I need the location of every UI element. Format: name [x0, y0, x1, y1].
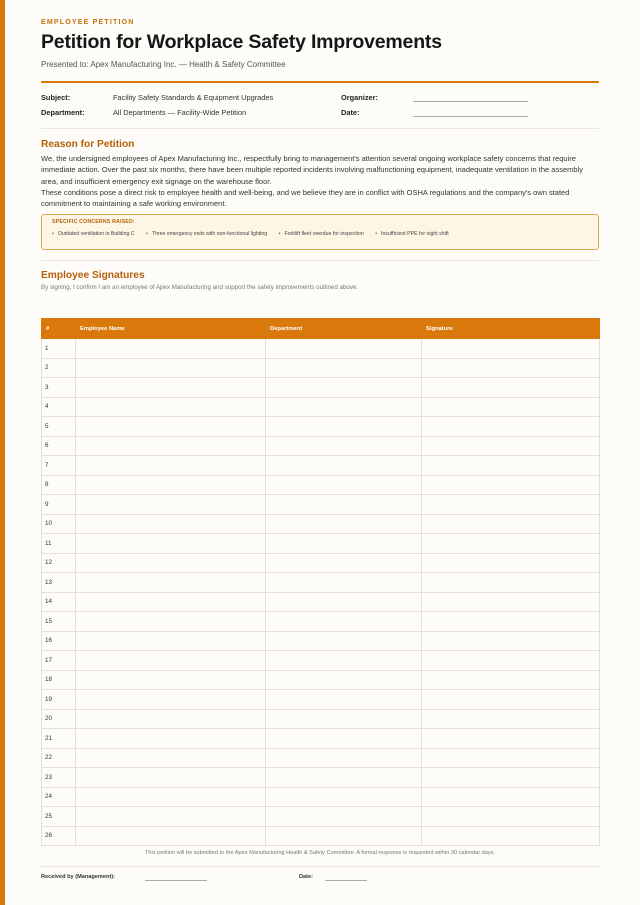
- reason-paragraph-2: These conditions pose a direct risk to employee health and well-being, and we believe they are in conflict with OSHA regulations and the company's own stated commitment to maintaining a safe working environment.: [41, 187, 570, 209]
- organizer-field[interactable]: [413, 101, 528, 102]
- row-number: 23: [42, 768, 76, 788]
- employee-name-cell[interactable]: [76, 670, 266, 690]
- department-cell[interactable]: [266, 397, 422, 417]
- employee-name-cell[interactable]: [76, 573, 266, 593]
- employee-name-cell[interactable]: [76, 495, 266, 515]
- row-number: 18: [42, 670, 76, 690]
- table-row: [42, 690, 600, 710]
- employee-name-cell[interactable]: [76, 612, 266, 632]
- row-number: 2: [42, 358, 76, 378]
- row-number: 5: [42, 417, 76, 437]
- reason-heading: Reason for Petition: [41, 139, 135, 150]
- concern-item: • Outdated ventilation in Building C: [52, 231, 135, 237]
- concerns-box: [41, 214, 599, 250]
- table-row: [42, 436, 600, 456]
- department-cell[interactable]: [266, 358, 422, 378]
- table-row: [42, 417, 600, 437]
- submission-note: This petition will be submitted to the Apex Manufacturing Health & Safety Committee. A formal response is requested within 30 calendar days.: [144, 850, 496, 856]
- department-cell[interactable]: [266, 495, 422, 515]
- signature-cell[interactable]: [422, 748, 600, 768]
- signature-cell[interactable]: [422, 417, 600, 437]
- department-cell[interactable]: [266, 378, 422, 398]
- row-number: 6: [42, 436, 76, 456]
- header-divider: [41, 81, 599, 83]
- table-row: [42, 514, 600, 534]
- employee-name-cell[interactable]: [76, 768, 266, 788]
- signature-cell[interactable]: [422, 729, 600, 749]
- employee-name-cell[interactable]: [76, 651, 266, 671]
- table-row: [42, 631, 600, 651]
- organizer-label: Organizer:: [341, 93, 378, 102]
- department-cell[interactable]: [266, 514, 422, 534]
- signature-cell[interactable]: [422, 534, 600, 554]
- row-number: 17: [42, 651, 76, 671]
- department-cell[interactable]: [266, 573, 422, 593]
- department-cell[interactable]: [266, 631, 422, 651]
- signature-cell[interactable]: [422, 514, 600, 534]
- table-row: [42, 534, 600, 554]
- signature-table-body: [42, 339, 600, 846]
- department-cell[interactable]: [266, 612, 422, 632]
- concern-item: • Insufficient PPE for night shift: [375, 231, 449, 237]
- department-cell[interactable]: [266, 807, 422, 827]
- employee-name-cell[interactable]: [76, 417, 266, 437]
- signature-cell[interactable]: [422, 573, 600, 593]
- department-cell[interactable]: [266, 475, 422, 495]
- department-cell[interactable]: [266, 417, 422, 437]
- row-number: 1: [42, 339, 76, 359]
- table-row: [42, 826, 600, 846]
- row-number: 16: [42, 631, 76, 651]
- meta-row-department: [41, 108, 599, 120]
- department-label: Department:: [41, 108, 85, 117]
- signature-cell[interactable]: [422, 397, 600, 417]
- row-number: 11: [42, 534, 76, 554]
- table-row: [42, 456, 600, 476]
- table-row: [42, 358, 600, 378]
- signature-cell[interactable]: [422, 495, 600, 515]
- signature-cell[interactable]: [422, 358, 600, 378]
- employee-name-cell[interactable]: [76, 709, 266, 729]
- concern-item: • Three emergency exits with non-functional lighting: [146, 231, 267, 237]
- signature-cell[interactable]: [422, 378, 600, 398]
- footer-date-field[interactable]: [325, 880, 367, 881]
- department-cell[interactable]: [266, 592, 422, 612]
- row-number: 8: [42, 475, 76, 495]
- table-row: [42, 807, 600, 827]
- subject-label: Subject:: [41, 93, 71, 102]
- employee-name-cell[interactable]: [76, 592, 266, 612]
- table-row: [42, 748, 600, 768]
- signatures-subtitle: By signing, I confirm I am an employee of Apex Manufacturing and support the safety improvements outlined above.: [41, 284, 359, 291]
- concerns-list: [52, 231, 459, 237]
- table-row: [42, 592, 600, 612]
- department-cell[interactable]: [266, 456, 422, 476]
- department-cell[interactable]: [266, 748, 422, 768]
- meta-row-subject: [41, 93, 599, 105]
- employee-name-cell[interactable]: [76, 358, 266, 378]
- row-number: 25: [42, 807, 76, 827]
- signature-cell[interactable]: [422, 339, 600, 359]
- table-row: [42, 729, 600, 749]
- left-accent-bar: [0, 0, 5, 905]
- page-subtitle: Presented to: Apex Manufacturing Inc. — Health & Safety Committee: [41, 60, 286, 69]
- signature-cell[interactable]: [422, 670, 600, 690]
- row-number: 22: [42, 748, 76, 768]
- table-row: [42, 475, 600, 495]
- footer-divider: [41, 866, 599, 867]
- row-number: 21: [42, 729, 76, 749]
- department-cell[interactable]: [266, 768, 422, 788]
- signature-cell[interactable]: [422, 612, 600, 632]
- date-label: Date:: [341, 108, 360, 117]
- signature-table-header: [42, 319, 600, 339]
- page-title: Petition for Workplace Safety Improvements: [41, 31, 442, 53]
- meta-divider: [41, 128, 599, 129]
- signature-cell[interactable]: [422, 553, 600, 573]
- row-number: 19: [42, 690, 76, 710]
- signature-cell[interactable]: [422, 592, 600, 612]
- employee-name-cell[interactable]: [76, 475, 266, 495]
- department-cell[interactable]: [266, 787, 422, 807]
- employee-name-cell[interactable]: [76, 807, 266, 827]
- table-row: [42, 768, 600, 788]
- row-number: 3: [42, 378, 76, 398]
- column-header-department: Department: [266, 319, 422, 339]
- department-cell[interactable]: [266, 670, 422, 690]
- signature-cell[interactable]: [422, 475, 600, 495]
- signature-cell[interactable]: [422, 651, 600, 671]
- reason-paragraph-1: We, the undersigned employees of Apex Manufacturing Inc., respectfully bring to management's attention several ongoing workplace safety concerns that require immediate action. Over the past six months, there have been multiple reported incidents involving malfunctioning equipment, inadequate ventilation in the assembly area, and insufficient emergency exit signage on the warehouse floor.: [41, 154, 583, 186]
- employee-name-cell[interactable]: [76, 378, 266, 398]
- employee-name-cell[interactable]: [76, 397, 266, 417]
- signature-cell[interactable]: [422, 787, 600, 807]
- date-field[interactable]: [413, 116, 528, 117]
- table-row: [42, 553, 600, 573]
- column-header-name: Employee Name: [76, 319, 266, 339]
- department-cell[interactable]: [266, 339, 422, 359]
- row-number: 26: [42, 826, 76, 846]
- row-number: 13: [42, 573, 76, 593]
- employee-name-cell[interactable]: [76, 729, 266, 749]
- employee-name-cell[interactable]: [76, 631, 266, 651]
- table-row: [42, 339, 600, 359]
- received-by-label: Received by (Management):: [41, 874, 115, 880]
- signature-cell[interactable]: [422, 826, 600, 846]
- signature-table: [41, 318, 600, 846]
- department-cell[interactable]: [266, 651, 422, 671]
- signature-cell[interactable]: [422, 807, 600, 827]
- signature-cell[interactable]: [422, 709, 600, 729]
- table-row: [42, 670, 600, 690]
- employee-name-cell[interactable]: [76, 456, 266, 476]
- table-row: [42, 397, 600, 417]
- employee-name-cell[interactable]: [76, 826, 266, 846]
- signatures-heading: Employee Signatures: [41, 270, 145, 281]
- department-cell[interactable]: [266, 826, 422, 846]
- signature-cell[interactable]: [422, 690, 600, 710]
- employee-name-cell[interactable]: [76, 514, 266, 534]
- employee-name-cell[interactable]: [76, 787, 266, 807]
- concern-item: • Forklift fleet overdue for inspection: [279, 231, 364, 237]
- row-number: 4: [42, 397, 76, 417]
- employee-name-cell[interactable]: [76, 436, 266, 456]
- signature-cell[interactable]: [422, 456, 600, 476]
- signature-cell[interactable]: [422, 631, 600, 651]
- department-cell[interactable]: [266, 729, 422, 749]
- employee-name-cell[interactable]: [76, 553, 266, 573]
- department-cell[interactable]: [266, 690, 422, 710]
- signature-cell[interactable]: [422, 436, 600, 456]
- employee-name-cell[interactable]: [76, 534, 266, 554]
- column-header-number: #: [42, 319, 76, 339]
- row-number: 24: [42, 787, 76, 807]
- footer-date-label: Date:: [299, 874, 313, 880]
- received-by-field[interactable]: [145, 880, 207, 881]
- table-row: [42, 651, 600, 671]
- row-number: 9: [42, 495, 76, 515]
- section-divider: [41, 260, 599, 261]
- employee-name-cell[interactable]: [76, 748, 266, 768]
- table-row: [42, 573, 600, 593]
- column-header-signature: Signature: [422, 319, 600, 339]
- concerns-heading: SPECIFIC CONCERNS RAISED:: [52, 219, 135, 225]
- department-cell[interactable]: [266, 553, 422, 573]
- table-row: [42, 709, 600, 729]
- row-number: 20: [42, 709, 76, 729]
- employee-name-cell[interactable]: [76, 339, 266, 359]
- signature-cell[interactable]: [422, 768, 600, 788]
- row-number: 10: [42, 514, 76, 534]
- department-value: All Departments — Facility-Wide Petition: [113, 108, 247, 117]
- row-number: 7: [42, 456, 76, 476]
- employee-name-cell[interactable]: [76, 690, 266, 710]
- department-cell[interactable]: [266, 709, 422, 729]
- table-row: [42, 378, 600, 398]
- subject-value: Facility Safety Standards & Equipment Upgrades: [113, 93, 274, 102]
- row-number: 12: [42, 553, 76, 573]
- department-cell[interactable]: [266, 534, 422, 554]
- document-eyebrow: EMPLOYEE PETITION: [41, 19, 135, 26]
- row-number: 14: [42, 592, 76, 612]
- table-row: [42, 787, 600, 807]
- reason-body: [41, 153, 599, 209]
- department-cell[interactable]: [266, 436, 422, 456]
- table-row: [42, 612, 600, 632]
- row-number: 15: [42, 612, 76, 632]
- table-row: [42, 495, 600, 515]
